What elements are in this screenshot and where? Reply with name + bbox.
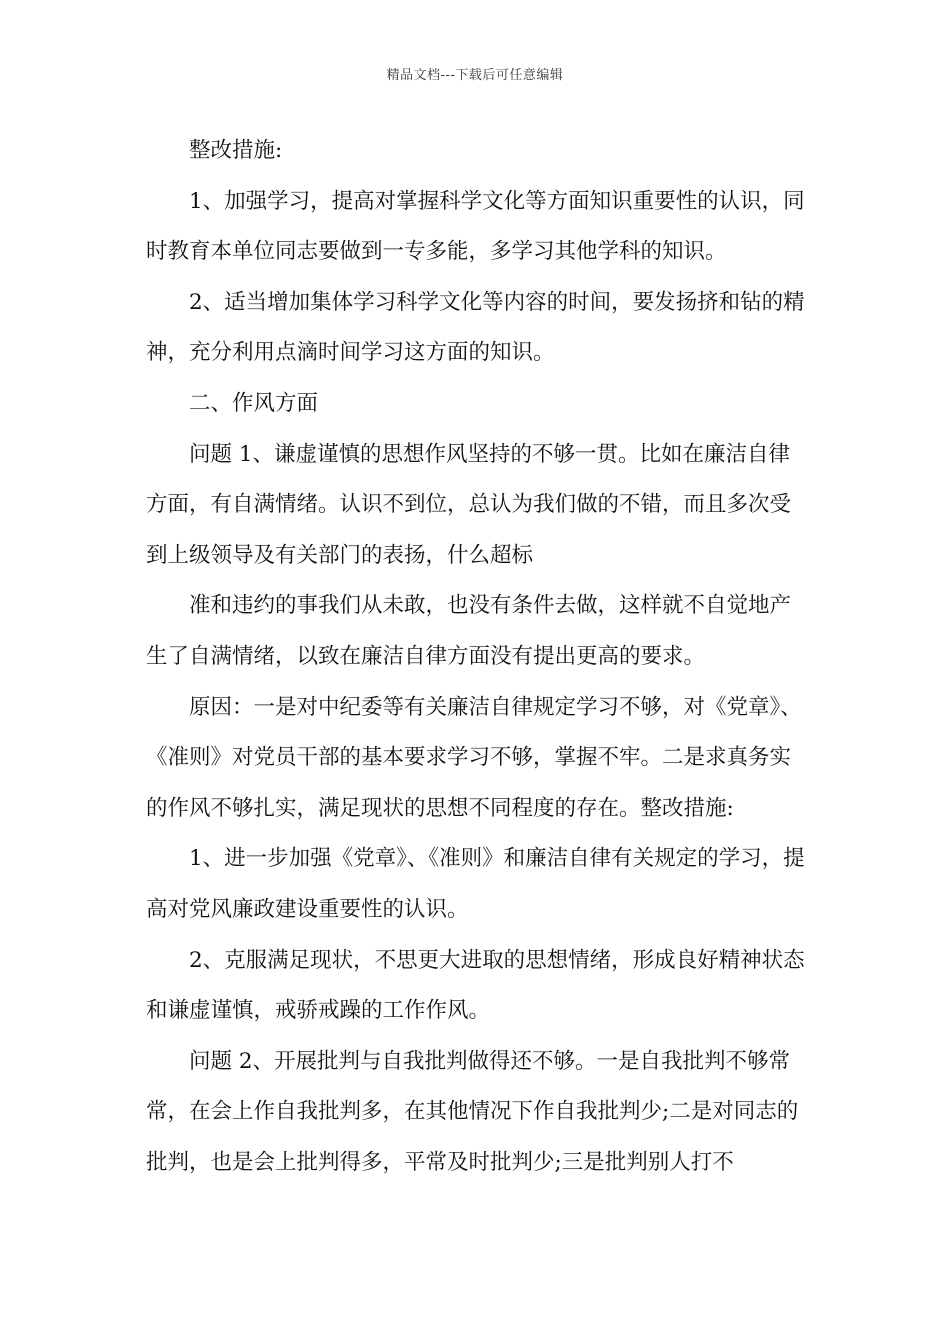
paragraph-measure-3: 1、进一步加强《党章》、《准则》和廉洁自律有关规定的学习，提高对党风廉政建设重要性的认识。 [146, 846, 805, 922]
paragraph-problem-1: 问题 1、谦虚谨慎的思想作风坚持的不够一贯。比如在廉洁自律方面，有自满情绪。认识不到位，总认为我们做的不错，而且多次受到上级领导及有关部门的表扬，什么超标 [146, 441, 792, 568]
page-header: 精品文档---下载后可任意编辑 [386, 68, 564, 83]
paragraph-problem-1-continued: 准和违约的事我们从未敢，也没有条件去做，这样就不自觉地产生了自满情绪，以致在廉洁自律方面没有提出更高的要求。 [146, 593, 792, 669]
section-heading-work-style: 二、作风方面 [189, 390, 319, 416]
paragraph-measure-4: 2、克服满足现状，不思更大进取的思想情绪，形成良好精神状态和谦虚谨慎，戒骄戒躁的工作作风。 [146, 947, 805, 1024]
paragraph-measure-1: 1、加强学习，提高对掌握科学文化等方面知识重要性的认识，同时教育本单位同志要做到一专多能，多学习其他学科的知识。 [146, 188, 805, 265]
document-body [146, 126, 810, 1188]
paragraph-cause: 原因：一是对中纪委等有关廉洁自律规定学习不够，对《党章》、《准则》对党员干部的基本要求学习不够，掌握不牢。二是求真务实的作风不够扎实，满足现状的思想不同程度的存在。整改措施: [146, 694, 802, 821]
paragraph-rectification-heading: 整改措施: [189, 138, 283, 163]
paragraph-measure-2: 2、适当增加集体学习科学文化等内容的时间，要发扬挤和钻的精神，充分利用点滴时间学习这方面的知识。 [146, 289, 805, 366]
paragraph-problem-2: 问题 2、开展批判与自我批判做得还不够。一是自我批判不够常常，在会上作自我批判多，在其他情况下作自我批判少;二是对同志的批判，也是会上批判得多，平常及时批判少;三是批判别人打不 [146, 1048, 799, 1175]
